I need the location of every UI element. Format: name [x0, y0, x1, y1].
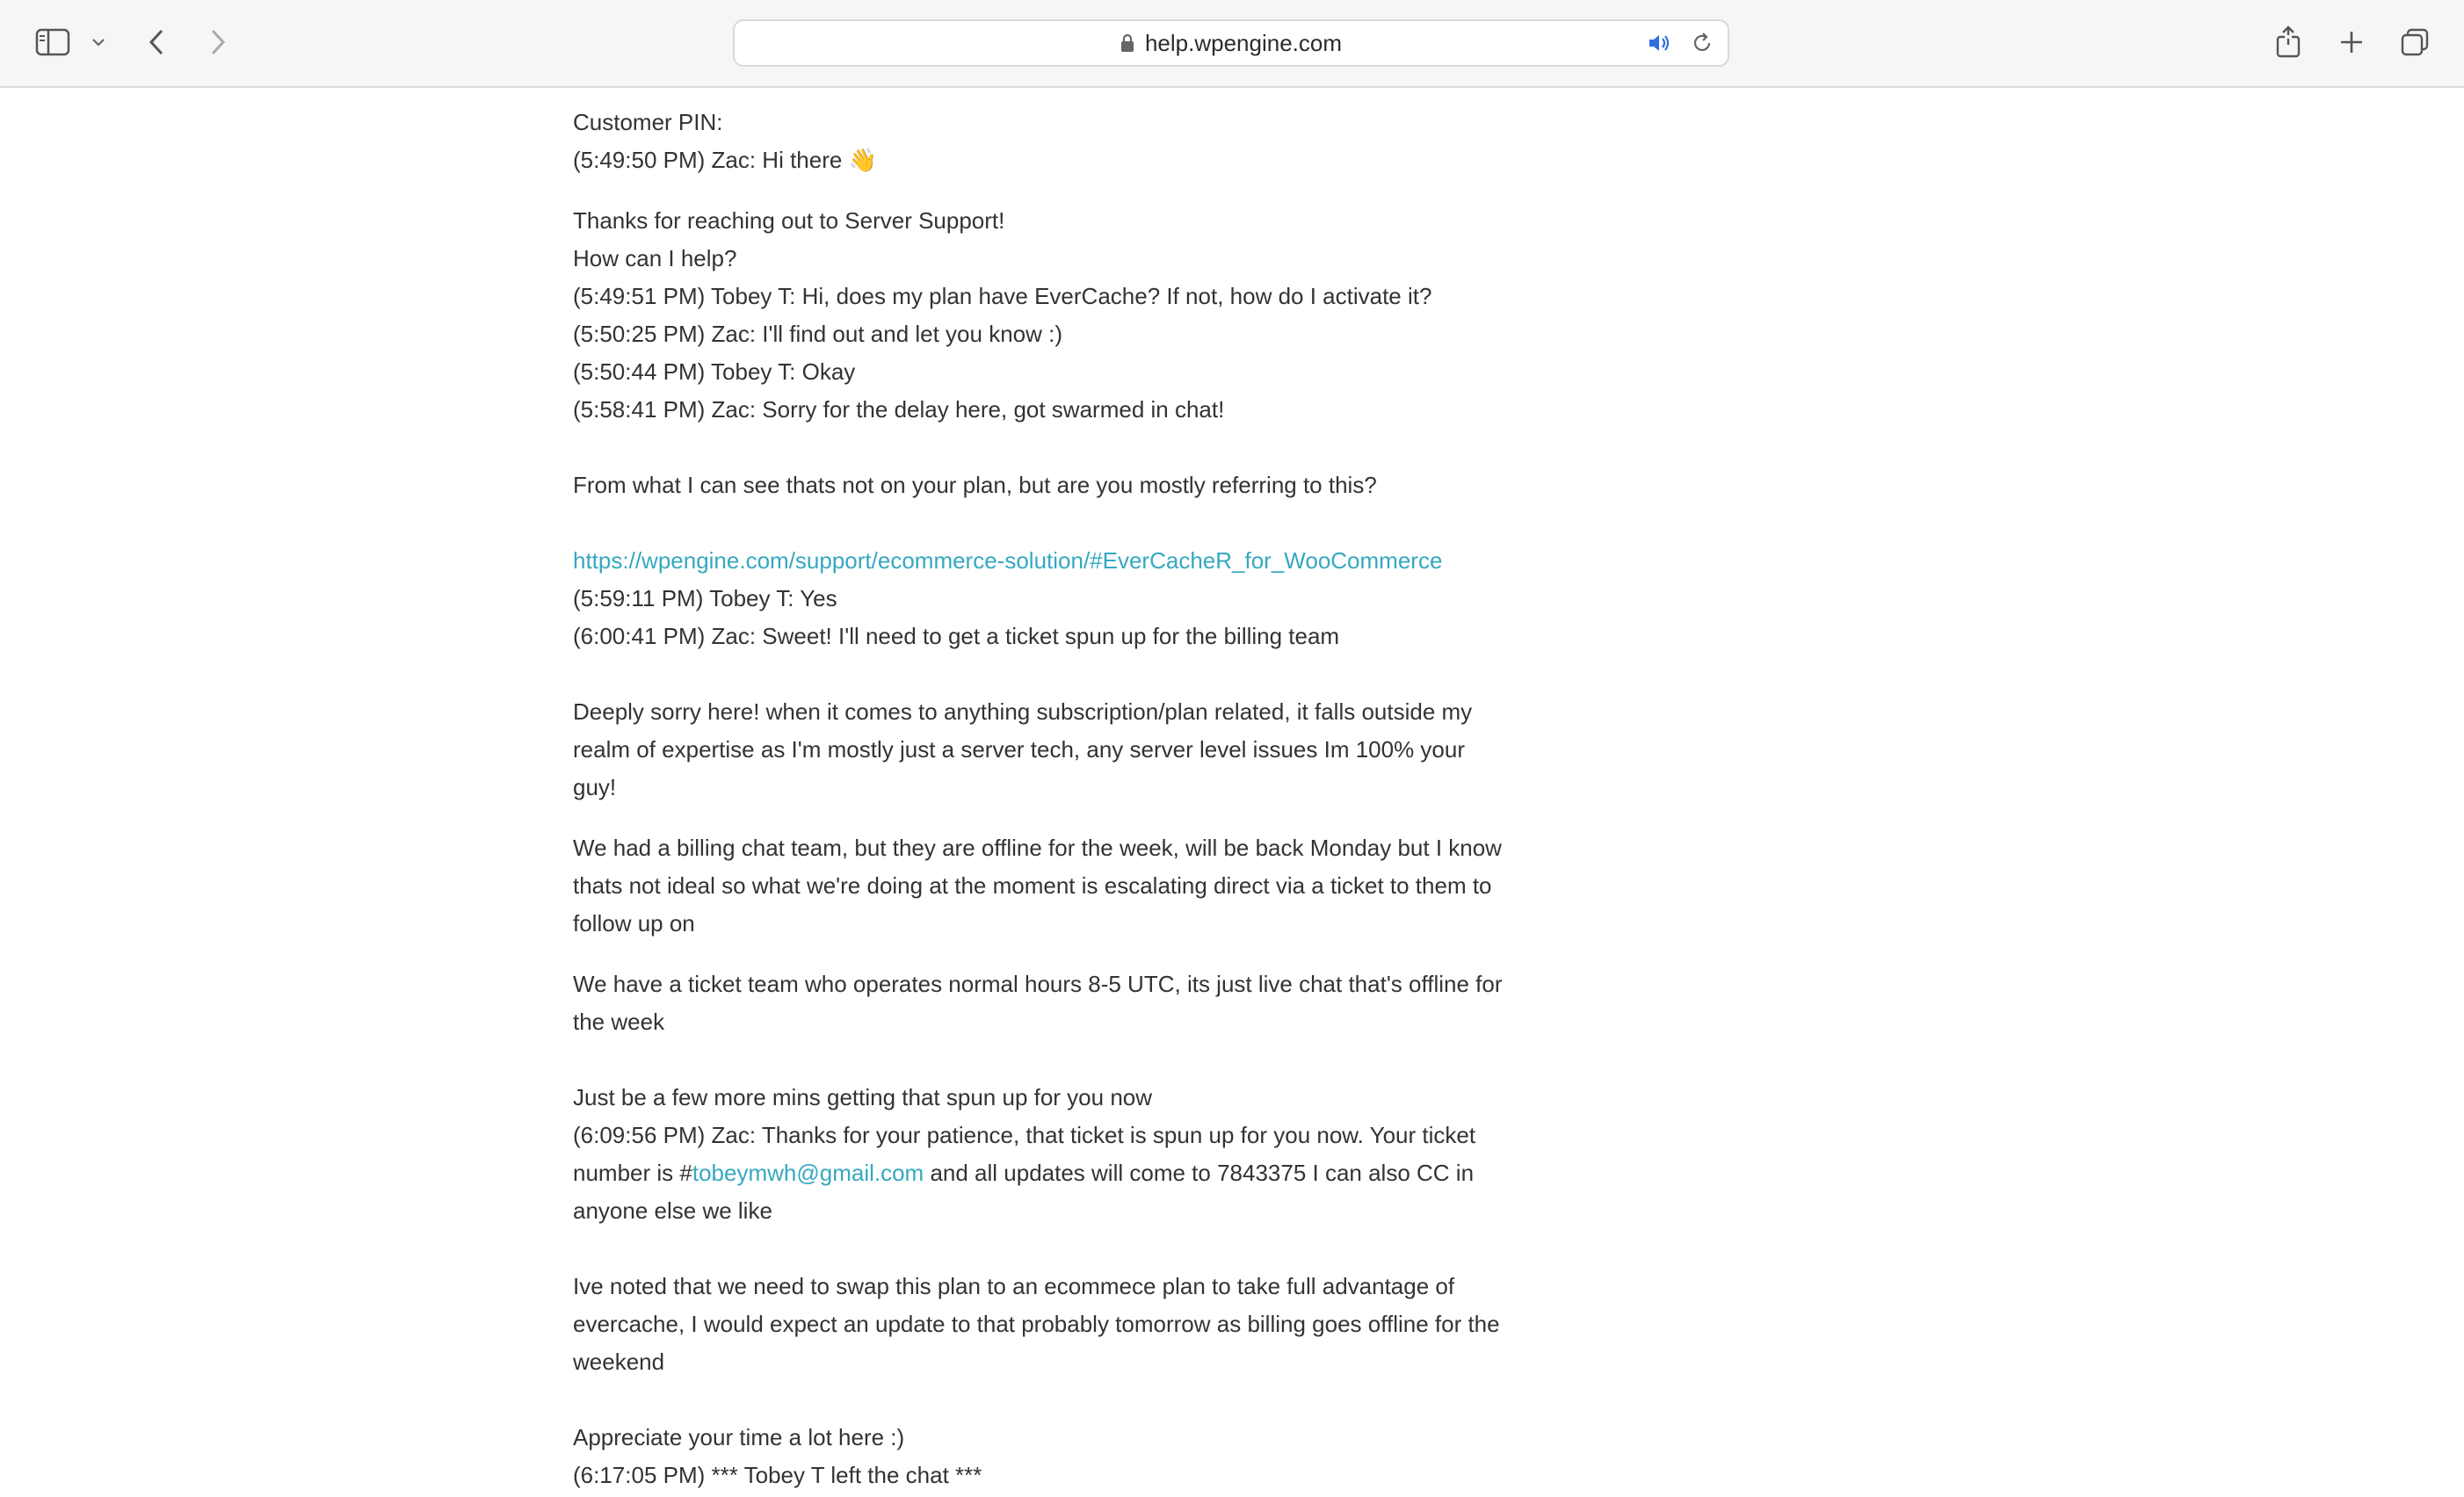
chat-message — [573, 141, 1504, 179]
back-button[interactable] — [141, 25, 172, 60]
chat-message: We have a ticket team who operates normal hours 8-5 UTC, its just live chat that's offline for — [573, 971, 1503, 997]
new-tab-icon — [2339, 30, 2364, 54]
chat-message: Appreciate your time a lot here :) — [573, 1424, 905, 1450]
chat-message: Ive noted that we need to swap this plan to an ecommece plan to take full advantage of — [573, 1273, 1455, 1299]
chat-message: (5:50:44 PM) Tobey T: Okay — [573, 358, 856, 385]
mute-tab-button[interactable] — [1647, 30, 1673, 56]
url-text: help.wpengine.com — [1144, 29, 1343, 56]
back-icon — [147, 27, 166, 57]
sidebar-toggle-button[interactable] — [32, 25, 74, 60]
sidebar-icon — [35, 28, 70, 56]
chat-message: (6:09:56 PM) Zac: Thanks for your patience, that ticket is spun up for you now. Your ticket — [573, 1122, 1476, 1148]
chevron-down-icon — [91, 37, 106, 47]
chat-message: (5:49:51 PM) Tobey T: Hi, does my plan have EverCache? If not, how do I activate it? — [573, 283, 1432, 309]
tab-overview-icon — [2400, 27, 2430, 57]
chat-message: thats not ideal so what we're doing at the moment is escalating direct via a ticket to them to — [573, 872, 1492, 899]
chat-message: weekend — [573, 1349, 665, 1375]
reload-icon — [1691, 32, 1714, 54]
chat-message: We had a billing chat team, but they are offline for the week, will be back Monday but I know — [573, 835, 1502, 861]
chat-message: realm of expertise as I'm mostly just a server tech, any server level issues Im 100% your — [573, 736, 1466, 763]
chat-transcript — [573, 104, 1504, 1494]
waving-hand-icon: 👋 — [848, 147, 877, 173]
forward-icon — [208, 27, 228, 57]
chat-message: Deeply sorry here! when it comes to anything subscription/plan related, it falls outside my — [573, 698, 1473, 725]
browser-toolbar — [0, 0, 2464, 88]
chat-message: (5:58:41 PM) Zac: Sorry for the delay here, got swarmed in chat! — [573, 396, 1225, 423]
chat-message: the week — [573, 1009, 665, 1035]
tab-group-dropdown[interactable] — [88, 32, 109, 53]
chat-message: How can I help? — [573, 245, 737, 271]
evercache-support-link[interactable]: https://wpengine.com/support/ecommerce-solution/#EverCacheR_for_WooCommerce — [573, 547, 1443, 574]
speaker-icon — [1648, 33, 1672, 54]
tab-overview-button[interactable] — [2397, 25, 2432, 60]
email-link[interactable]: tobeymwh@gmail.com — [692, 1160, 924, 1186]
chat-message: (5:50:25 PM) Zac: I'll find out and let you know :) — [573, 321, 1063, 347]
chat-message: (6:00:41 PM) Zac: Sweet! I'll need to get a ticket spun up for the billing team — [573, 623, 1340, 649]
share-icon — [2275, 25, 2301, 59]
forward-button[interactable] — [202, 25, 234, 60]
chat-message: (6:17:05 PM) *** Tobey T left the chat *** — [573, 1462, 982, 1488]
chat-message-text: (5:49:50 PM) Zac: Hi there — [573, 147, 843, 173]
share-button[interactable] — [2271, 23, 2306, 61]
chat-message — [573, 1154, 1504, 1192]
address-bar[interactable] — [733, 19, 1729, 67]
chat-message: (5:59:11 PM) Tobey T: Yes — [573, 585, 837, 611]
chat-message: Just be a few more mins getting that spun up for you now — [573, 1084, 1153, 1110]
new-tab-button[interactable] — [2334, 25, 2369, 60]
chat-message: Thanks for reaching out to Server Support! — [573, 207, 1005, 234]
ticket-number-suffix: and all updates will come to 7843375 I can also CC in — [924, 1160, 1475, 1186]
chat-message: follow up on — [573, 910, 695, 937]
ticket-number-prefix: number is # — [573, 1160, 692, 1186]
chat-message: evercache, I would expect an update to that probably tomorrow as billing goes offline for the — [573, 1311, 1500, 1337]
reload-button[interactable] — [1689, 30, 1715, 56]
chat-message: From what I can see thats not on your plan, but are you mostly referring to this? — [573, 472, 1377, 498]
chat-message: anyone else we like — [573, 1197, 772, 1224]
lock-icon — [1120, 33, 1134, 53]
chat-message: guy! — [573, 774, 617, 800]
customer-pin-line: Customer PIN: — [573, 109, 723, 135]
